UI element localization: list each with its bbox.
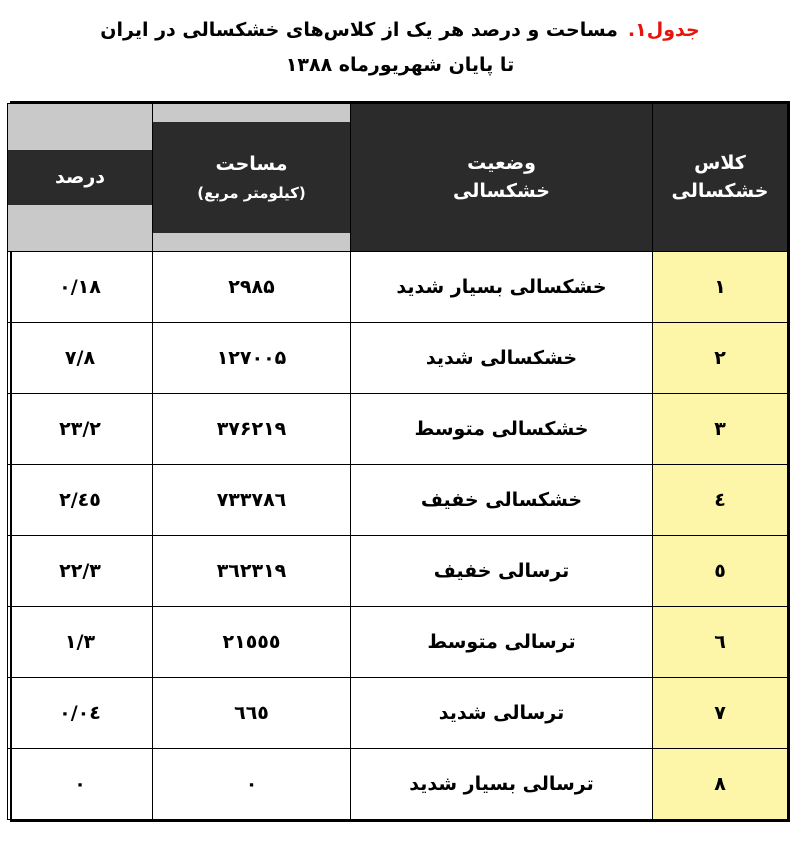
cell-area: ۷۳۳۷۸٦ — [153, 465, 351, 536]
cell-status: ترسالی متوسط — [351, 607, 653, 678]
cell-percent: ۲۳/۲ — [8, 394, 153, 465]
column-header-percent-label: درصد — [54, 166, 106, 189]
cell-status: ترسالی بسیار شدید — [351, 749, 653, 820]
cell-percent: ۰/۱۸ — [8, 252, 153, 323]
cell-class: ٦ — [653, 607, 788, 678]
cell-class: ۷ — [653, 678, 788, 749]
table-body — [8, 252, 788, 820]
column-header-area-unit: (کیلومتر مربع) — [197, 183, 306, 202]
cell-percent: ۲۲/۳ — [8, 536, 153, 607]
table-row — [8, 323, 788, 394]
header-accent-top-area — [153, 104, 350, 122]
column-header-status-line1: وضعیت — [467, 152, 536, 175]
table-row — [8, 678, 788, 749]
cell-percent: ٤٥/۲ — [8, 465, 153, 536]
column-header-status — [351, 104, 653, 252]
table-row — [8, 749, 788, 820]
column-header-area — [153, 104, 351, 252]
cell-percent: ۰/۰٤ — [8, 678, 153, 749]
cell-class: ۲ — [653, 323, 788, 394]
cell-area: ۳٦۲۳۱۹ — [153, 536, 351, 607]
column-header-status-line2: خشکسالی — [453, 179, 550, 202]
header-accent-bottom-area — [153, 233, 350, 251]
header-accent-top-percent — [8, 104, 152, 150]
cell-status: خشکسالی متوسط — [351, 394, 653, 465]
column-header-class-line2: خشکسالی — [671, 179, 769, 202]
column-header-class — [653, 104, 788, 252]
cell-area: ۱۲۷۰۰۵ — [153, 323, 351, 394]
cell-status: خشکسالی بسیار شدید — [351, 252, 653, 323]
caption-text: مساحت و درصد هر یک از کلاس‌های خشکسالی در ایران — [100, 19, 618, 41]
cell-percent: ۷/۸ — [8, 323, 153, 394]
table-row — [8, 607, 788, 678]
cell-class: ٤ — [653, 465, 788, 536]
cell-class: ۱ — [653, 252, 788, 323]
cell-class: ٥ — [653, 536, 788, 607]
drought-table-container — [10, 101, 790, 822]
cell-area: ۲۹۸۵ — [153, 252, 351, 323]
cell-status: ترسالی خفیف — [351, 536, 653, 607]
table-row — [8, 394, 788, 465]
caption-line-2: تا پایان شهریورماه ۱۳۸۸ — [285, 54, 515, 77]
cell-area: ۲۱٥٥٥ — [153, 607, 351, 678]
table-caption — [0, 0, 800, 93]
header-accent-bottom-percent — [8, 205, 152, 251]
cell-percent: ۱/۳ — [8, 607, 153, 678]
cell-status: خشکسالی خفیف — [351, 465, 653, 536]
column-header-class-line1: کلاس — [694, 152, 746, 175]
table-row — [8, 536, 788, 607]
cell-area: ۳۷۶۲۱۹ — [153, 394, 351, 465]
caption-number: جدول۱. — [627, 19, 700, 41]
table-header — [8, 104, 788, 252]
cell-area: ٦٦٥ — [153, 678, 351, 749]
column-header-area-label: مساحت — [215, 153, 288, 176]
cell-class: ۸ — [653, 749, 788, 820]
table-row — [8, 252, 788, 323]
cell-class: ۳ — [653, 394, 788, 465]
table-row — [8, 465, 788, 536]
table-header-row — [8, 104, 788, 252]
cell-percent: ۰ — [8, 749, 153, 820]
caption-line-1 — [28, 14, 772, 47]
drought-table — [7, 103, 788, 820]
column-header-percent — [8, 104, 153, 252]
cell-status: ترسالی شدید — [351, 678, 653, 749]
cell-status: خشکسالی شدید — [351, 323, 653, 394]
cell-area: ۰ — [153, 749, 351, 820]
